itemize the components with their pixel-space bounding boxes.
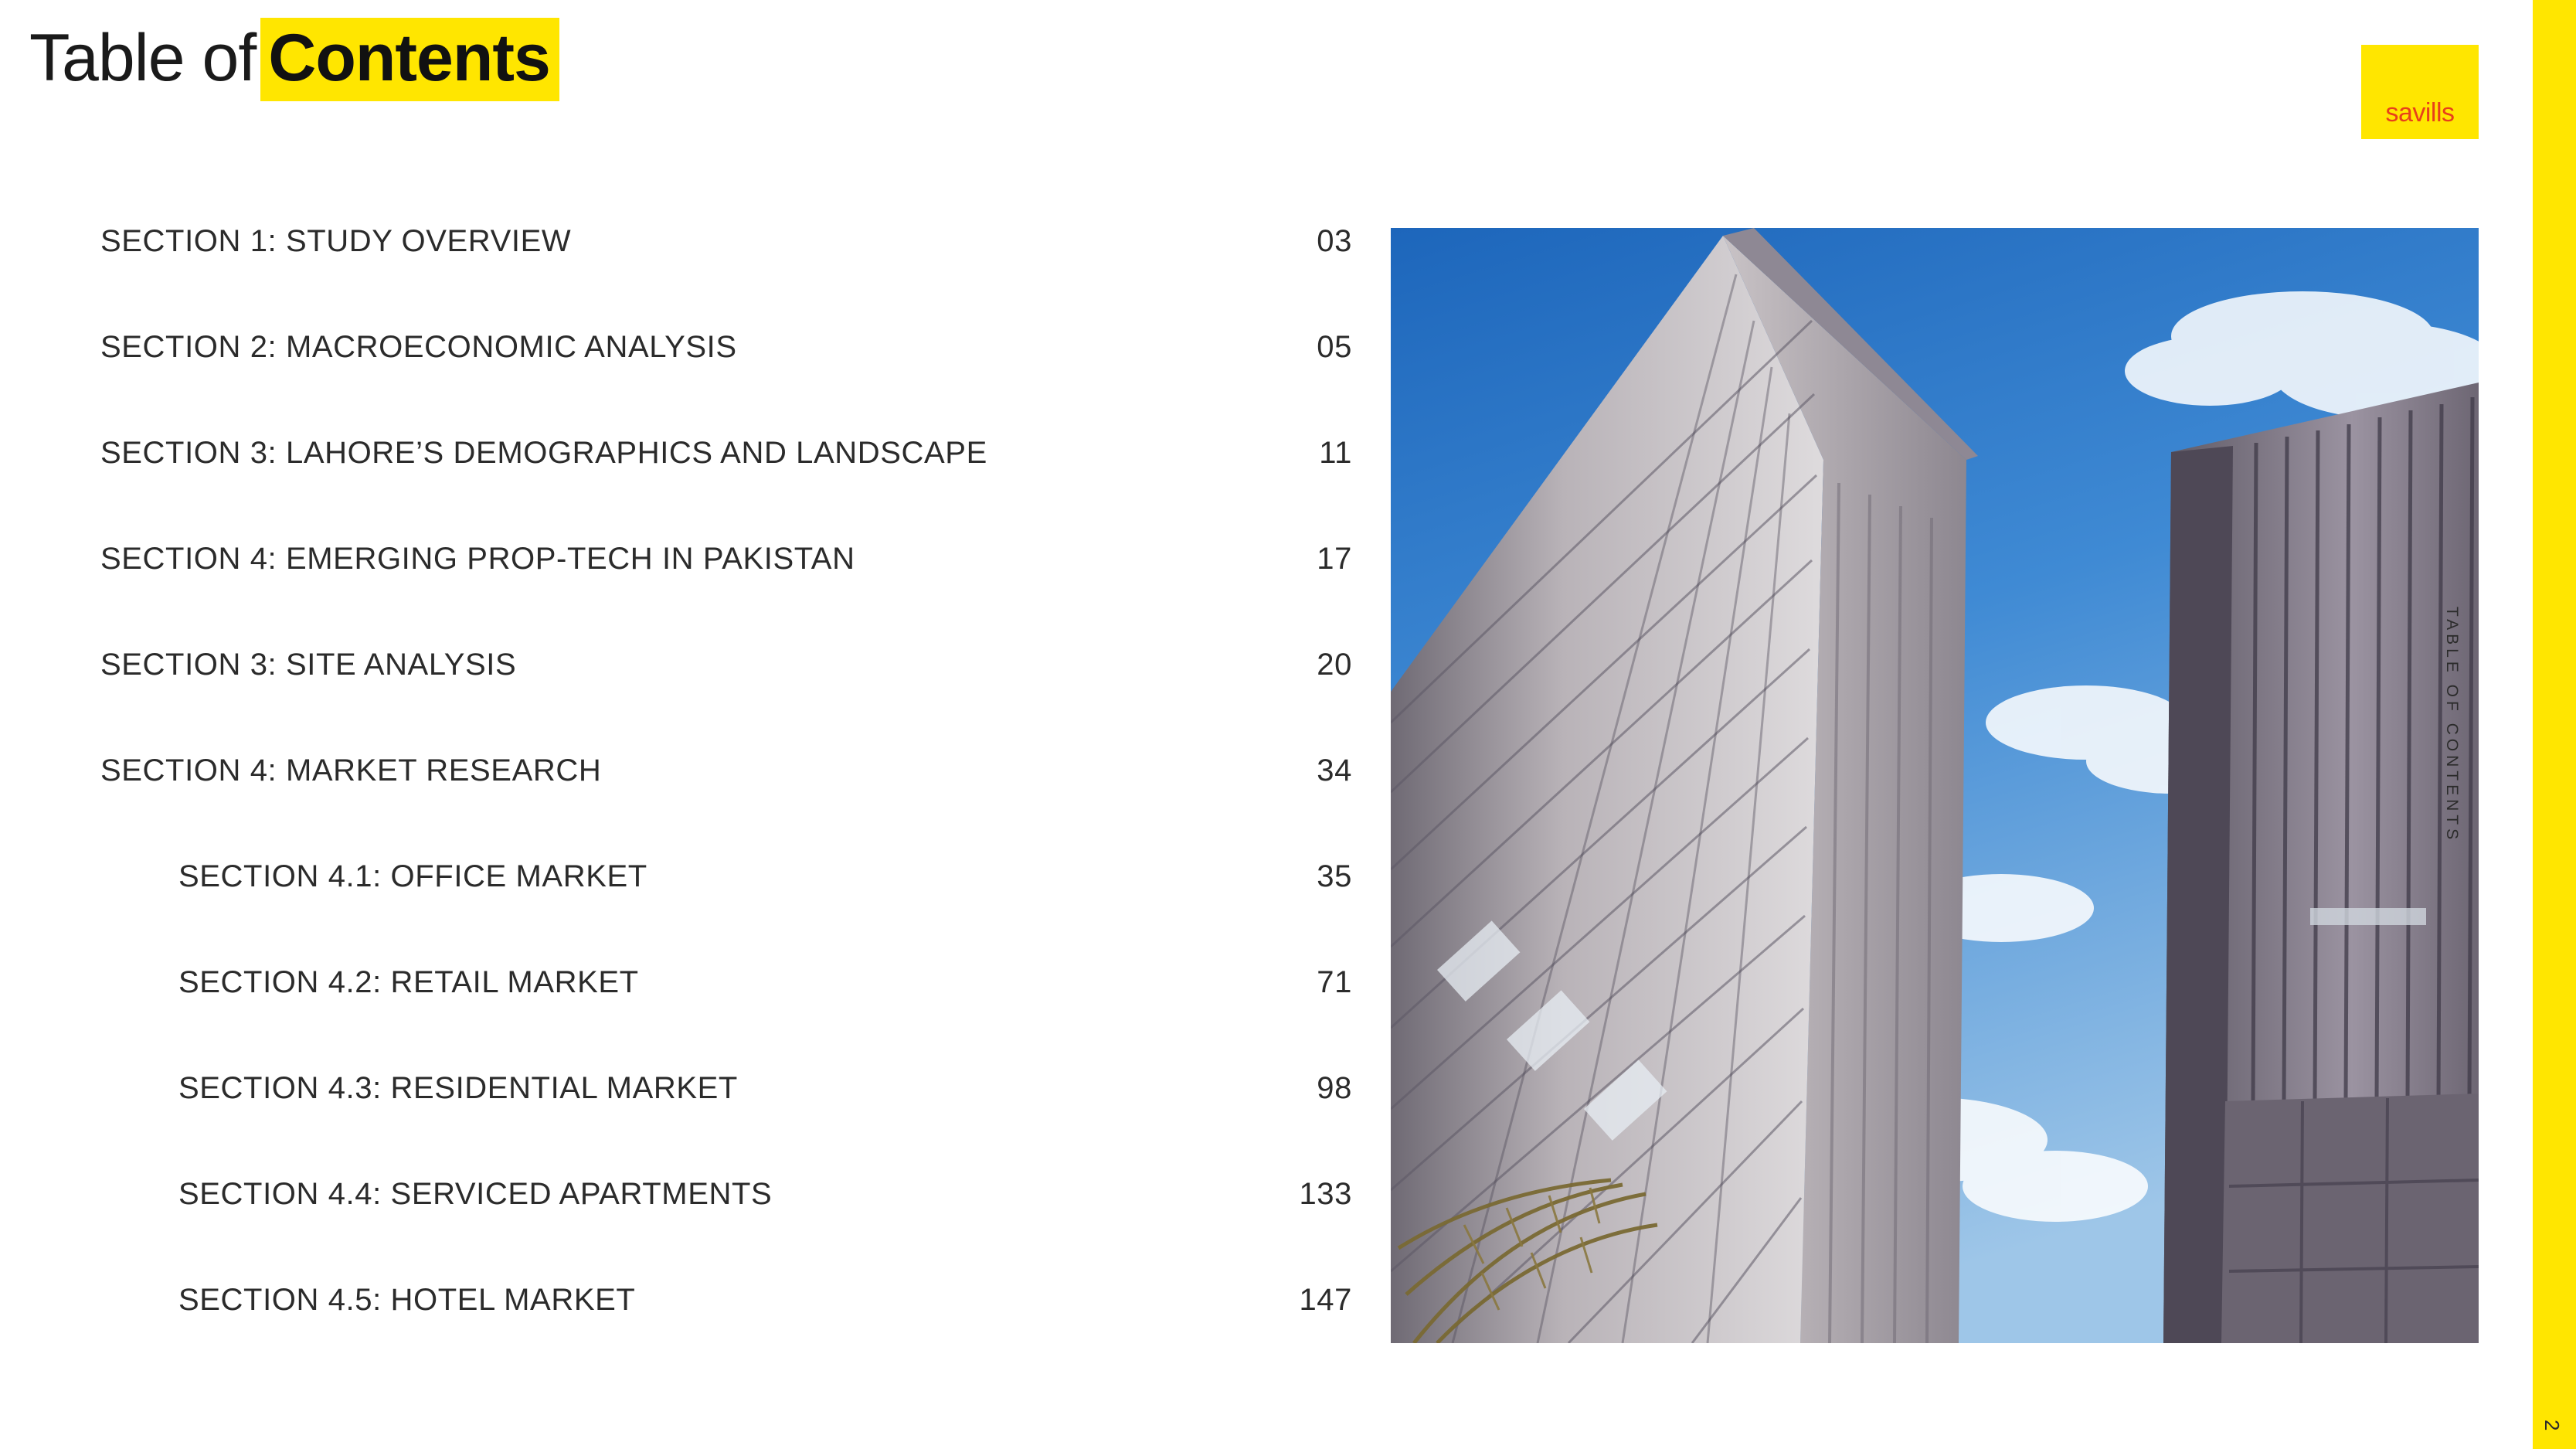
toc-entry-page: 11 (1319, 436, 1352, 470)
page-title-plain: Table of (29, 21, 257, 95)
page-title-highlight: Contents (260, 18, 559, 101)
toc-entry-label: SECTION 4.5: HOTEL MARKET (178, 1283, 636, 1317)
toc-entry-page: 133 (1299, 1177, 1352, 1211)
toc-entry-label: SECTION 4.3: RESIDENTIAL MARKET (178, 1071, 738, 1105)
page-number: 2 (2540, 1419, 2564, 1430)
tower-photo-illustration (1391, 228, 2479, 1343)
toc-entry-label: SECTION 4.4: SERVICED APARTMENTS (178, 1177, 773, 1211)
toc-entry-page: 34 (1317, 753, 1352, 787)
list-item[interactable] (100, 224, 1352, 330)
toc-entry-page: 147 (1299, 1283, 1352, 1317)
list-item[interactable] (100, 859, 1352, 965)
list-item[interactable] (100, 1283, 1352, 1389)
list-item[interactable] (100, 753, 1352, 859)
toc-entry-label: SECTION 4.2: RETAIL MARKET (178, 965, 639, 999)
savills-logo-text: savills (2385, 98, 2455, 128)
toc-entry-label: SECTION 4: MARKET RESEARCH (100, 753, 602, 787)
toc-entry-page: 17 (1317, 542, 1352, 576)
savills-logo (2361, 45, 2479, 139)
toc-entry-page: 35 (1317, 859, 1352, 893)
toc-entry-label: SECTION 2: MACROECONOMIC ANALYSIS (100, 330, 737, 364)
toc-entry-page: 05 (1317, 330, 1352, 364)
list-item[interactable] (100, 965, 1352, 1071)
toc-entry-page: 20 (1317, 648, 1352, 682)
toc-entry-page: 71 (1317, 965, 1352, 999)
toc-entry-label: SECTION 3: SITE ANALYSIS (100, 648, 517, 682)
table-of-contents (100, 224, 1352, 1389)
toc-entry-page: 03 (1317, 224, 1352, 258)
toc-entry-label: SECTION 4.1: OFFICE MARKET (178, 859, 647, 893)
list-item[interactable] (100, 1071, 1352, 1177)
list-item[interactable] (100, 648, 1352, 753)
toc-entry-page: 98 (1317, 1071, 1352, 1105)
list-item[interactable] (100, 542, 1352, 648)
list-item[interactable] (100, 330, 1352, 436)
page-title (29, 20, 559, 97)
sidebar-section-label: TABLE OF CONTENTS (2442, 606, 2461, 843)
toc-entry-label: SECTION 1: STUDY OVERVIEW (100, 224, 572, 258)
list-item[interactable] (100, 436, 1352, 542)
toc-entry-label: SECTION 4: EMERGING PROP-TECH IN PAKISTAN (100, 542, 855, 576)
right-sidebar (2442, 0, 2576, 1449)
toc-entry-label: SECTION 3: LAHORE’S DEMOGRAPHICS AND LANDSCAPE (100, 436, 987, 470)
tower-photo (1391, 228, 2479, 1343)
list-item[interactable] (100, 1177, 1352, 1283)
